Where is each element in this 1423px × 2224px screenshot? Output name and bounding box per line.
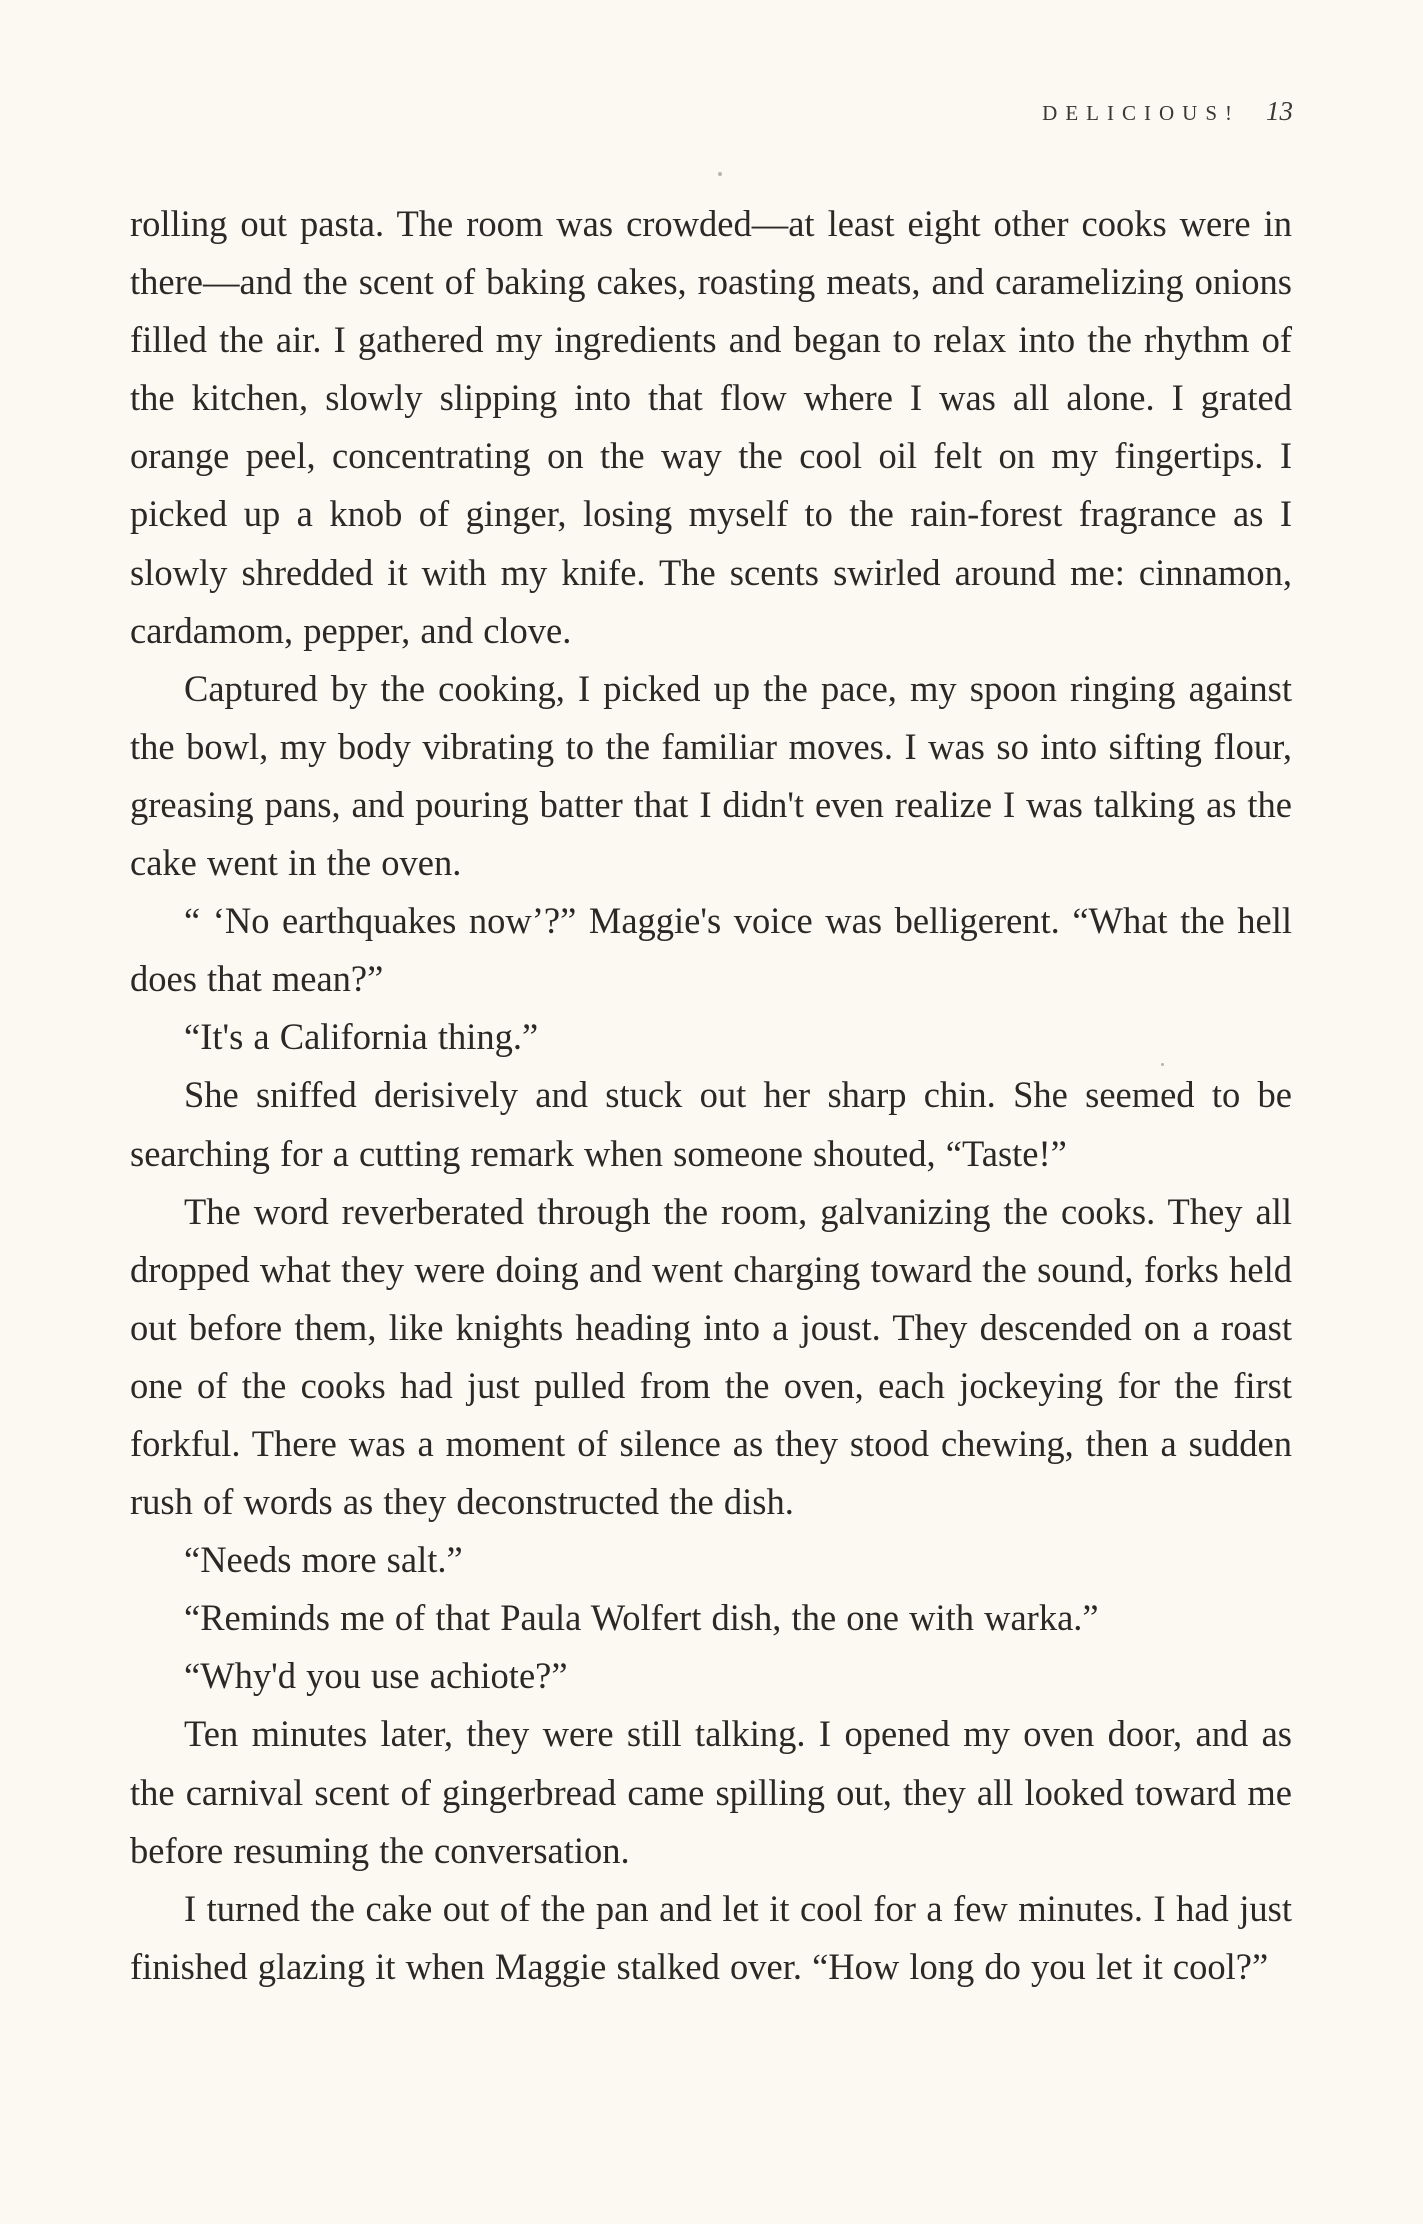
paper-speck: [1161, 1063, 1164, 1066]
paper-speck: [718, 172, 722, 176]
paragraph: “Why'd you use achiote?”: [184, 1655, 568, 1697]
paragraph: She sniffed derisively and stuck out her sharp chin. She seemed to be searching for a cutting remark when someone shouted, “Taste!”: [130, 1074, 1292, 1174]
running-title: DELICIOUS!: [1042, 101, 1240, 125]
paragraph: “ ‘No earthquakes now’?” Maggie's voice was belligerent. “What the hell does that mean?”: [130, 900, 1292, 1000]
body-text: [130, 195, 1292, 1996]
paragraph: Captured by the cooking, I picked up the pace, my spoon ringing against the bowl, my body vibrating to the familiar moves. I was so into sifting flour, greasing pans, and pouring batter that I didn't even realize I was talking as the cake went in the oven.: [130, 667, 1292, 884]
paragraph: The word reverberated through the room, galvanizing the cooks. They all dropped what they were doing and went charging toward the sound, forks held out before them, like knights heading into a joust. They descended on a roast one of the cooks had just pulled from the oven, each jockeying for the first forkful. There was a moment of silence as they stood chewing, then a sudden rush of words as they deconstructed the dish.: [130, 1190, 1292, 1523]
paragraph: “It's a California thing.”: [184, 1016, 539, 1058]
paragraph-continued: rolling out pasta. The room was crowded—at least eight other cooks were in there—and the scent of baking cakes, roasting meats, and caramelizing onions filled the air. I gathered my ingredients and began to relax into the rhythm of the kitchen, slowly slipping into that flow where I was all alone. I grated orange peel, concentrating on the way the cool oil felt on my fingertips. I picked up a knob of ginger, losing myself to the rain-forest fragrance as I slowly shredded it with my knife. The scents swirled around me: cinnamon, cardamom, pepper, and clove.: [130, 203, 1292, 651]
paragraph: Ten minutes later, they were still talking. I opened my oven door, and as the carnival scent of gingerbread came spilling out, they all looked toward me before resuming the conversation.: [130, 1713, 1292, 1871]
paragraph: “Reminds me of that Paula Wolfert dish, the one with warka.”: [184, 1597, 1099, 1639]
running-head: [1042, 96, 1293, 127]
page-number: 13: [1266, 96, 1293, 126]
paragraph: I turned the cake out of the pan and let it cool for a few minutes. I had just finished glazing it when Maggie stalked over. “How long do you let it cool?”: [130, 1887, 1292, 1987]
paragraph: “Needs more salt.”: [184, 1539, 463, 1581]
